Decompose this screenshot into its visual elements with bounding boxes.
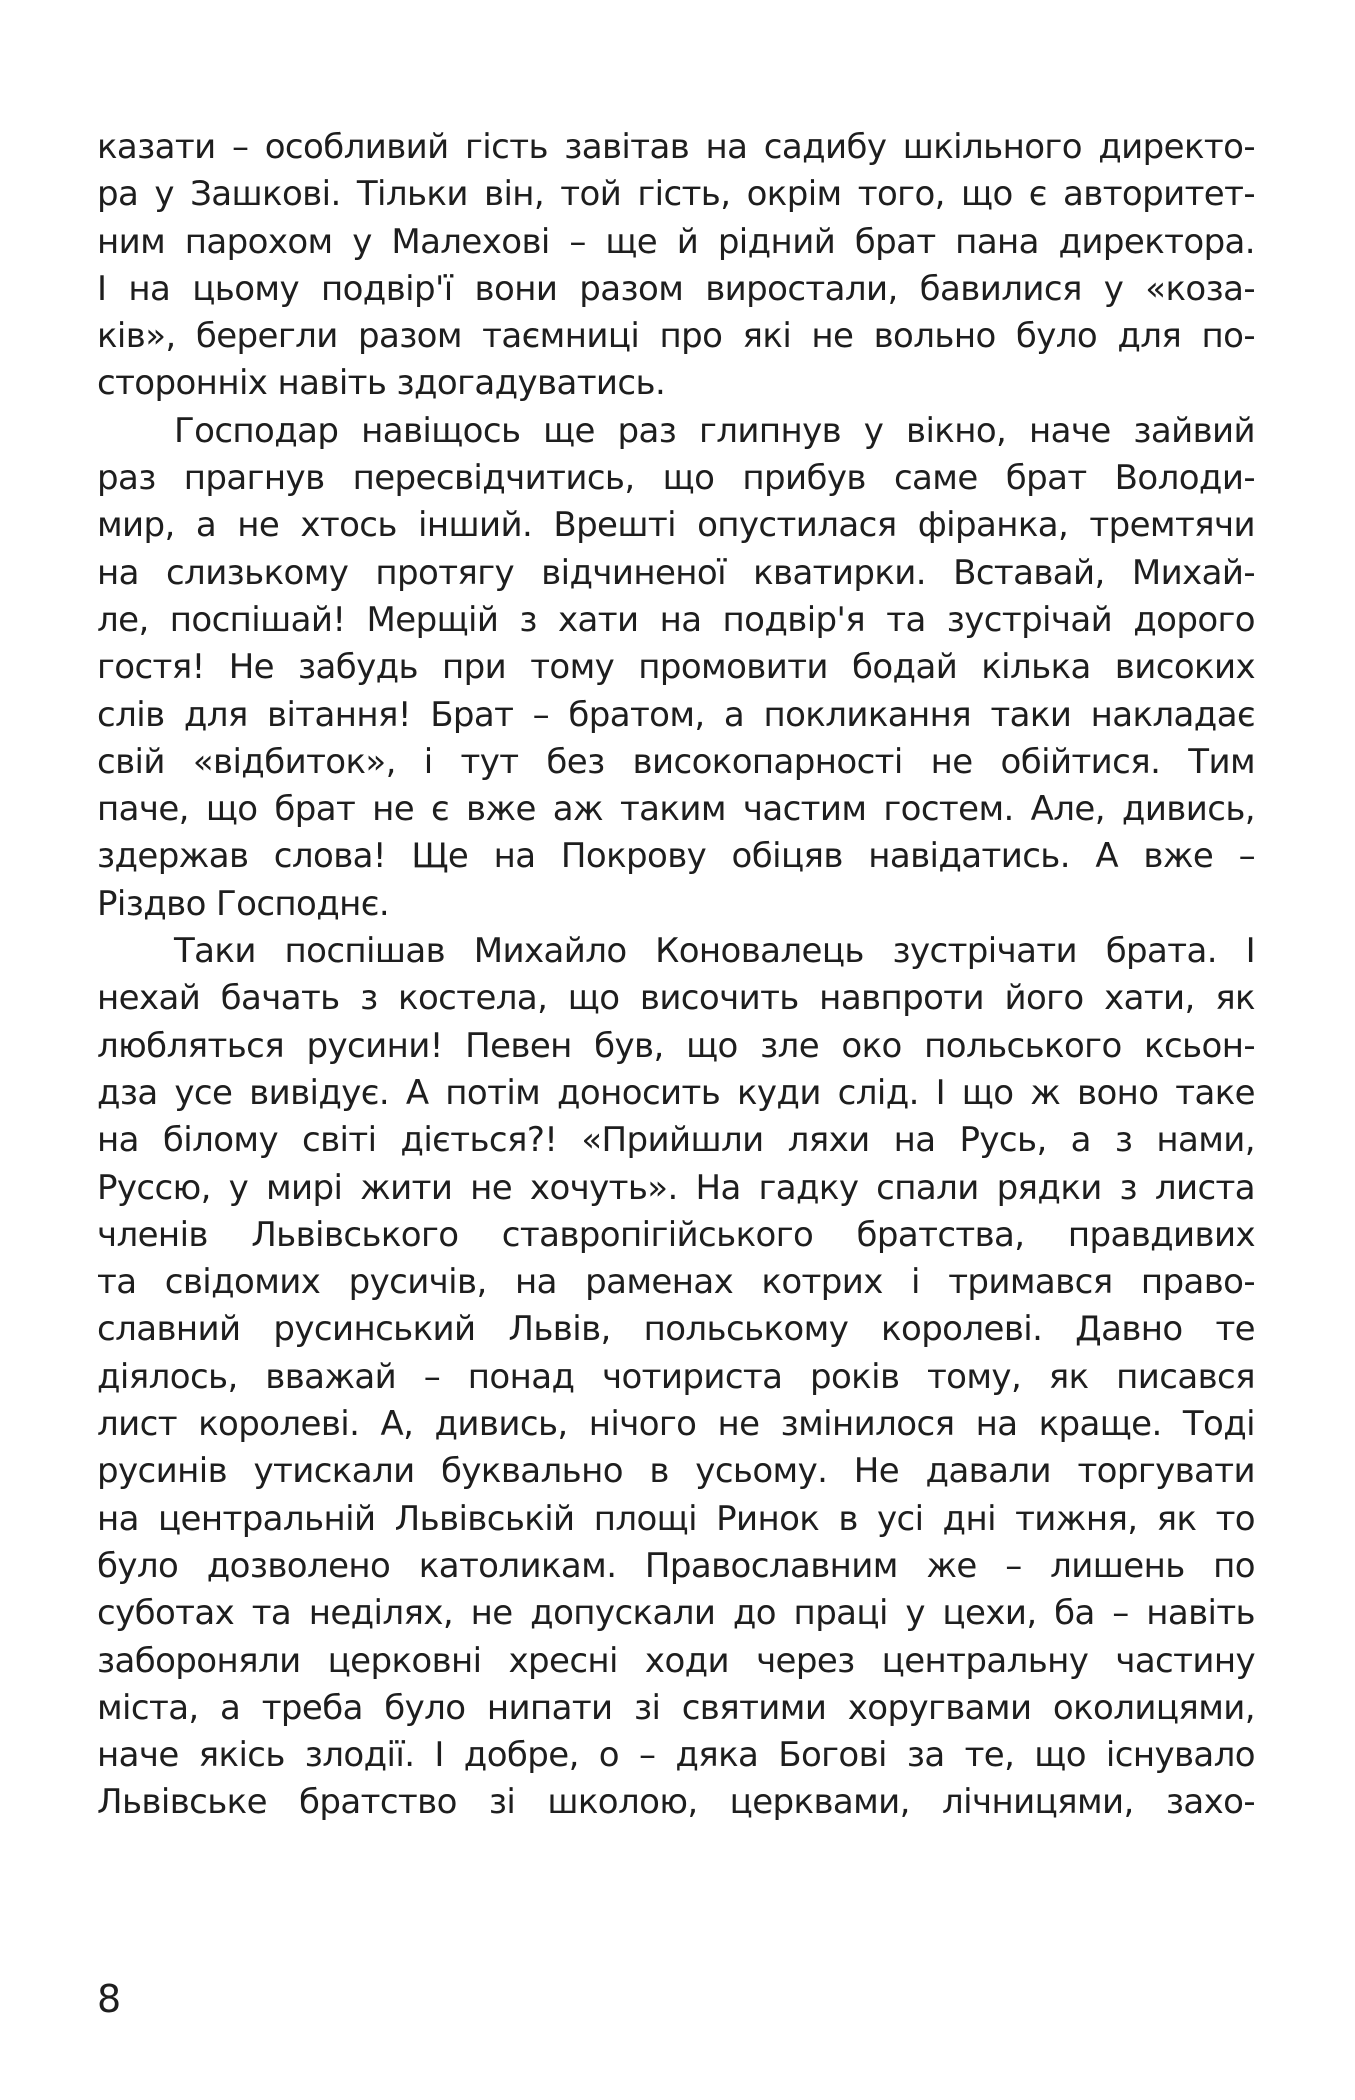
page-number: 8: [97, 1977, 122, 2021]
text-line: нехай бачать з костела, що височить навпроти його хати, як: [97, 978, 1255, 1019]
text-line: міста, а треба було нипати зі святими хоругвами околицями,: [97, 1687, 1255, 1728]
text-line: раз прагнув пересвідчитись, що прибув саме брат Володи-: [97, 458, 1255, 499]
text-line: свій «відбиток», і тут без високопарності не обійтися. Тим: [97, 741, 1255, 782]
text-line: діялось, вважай – понад чотириста років тому, як писався: [97, 1356, 1255, 1397]
text-line: здержав слова! Ще на Покрову обіцяв навідатись. А вже –: [97, 836, 1255, 877]
text-line: ків», берегли разом таємниці про які не вольно було для по-: [97, 316, 1255, 357]
text-line: на слизькому протягу відчиненої кватирки. Вставай, Михай-: [97, 552, 1255, 593]
text-line: членів Львівського ставропігійського братства, правдивих: [97, 1214, 1255, 1255]
text-line: Львівське братство зі школою, церквами, лічницями, захо-: [97, 1782, 1255, 1823]
text-line: забороняли церковні хресні ходи через центральну частину: [97, 1640, 1255, 1681]
text-line: Таки поспішав Михайло Коновалець зустрічати брата. І: [174, 931, 1255, 972]
text-line: славний русинський Львів, польському королеві. Давно те: [97, 1309, 1255, 1350]
text-line: було дозволено католикам. Православним же – лишень по: [97, 1545, 1255, 1586]
text-line: ле, поспішай! Мерщій з хати на подвір'я та зустрічай дорого: [97, 599, 1255, 640]
text-line: дза усе вивідує. А потім доносить куди слід. І що ж воно таке: [97, 1072, 1255, 1113]
text-line: наче якісь злодії. І добре, о – дяка Богові за те, що існувало: [97, 1735, 1255, 1776]
text-line: гостя! Не забудь при тому промовити бодай кілька високих: [97, 647, 1255, 688]
text-line: казати – особливий гість завітав на садибу шкільного директо-: [97, 127, 1255, 167]
text-line: ним парохом у Малехові – ще й рідний брат пана директора.: [97, 221, 1255, 262]
text-line: на центральній Львівській площі Ринок в усі дні тижня, як то: [97, 1498, 1255, 1539]
text-line: сторонніх навіть здогадуватись.: [97, 363, 666, 404]
text-line: на білому світі діється?! «Прийшли ляхи на Русь, а з нами,: [97, 1120, 1255, 1161]
text-line: І на цьому подвір'ї вони разом виростали, бавилися у «коза-: [97, 268, 1255, 309]
paragraph-1: [97, 124, 1255, 408]
text-line: слів для вітання! Брат – братом, а покликання таки накладає: [97, 694, 1255, 735]
text-line: Різдво Господнє.: [97, 883, 390, 924]
body-text: [97, 124, 1255, 1827]
text-line: Господар навіщось ще раз глипнув у вікно, наче зайвий: [174, 410, 1255, 451]
text-line: паче, що брат не є вже аж таким частим гостем. Але, дивись,: [97, 789, 1255, 830]
paragraph-2: [97, 408, 1255, 928]
text-line: та свідомих русичів, на раменах котрих і тримався право-: [97, 1262, 1255, 1303]
text-line: Руссю, у мирі жити не хочуть». На гадку спали рядки з листа: [97, 1167, 1255, 1208]
paragraph-3: [97, 928, 1255, 1827]
text-line: мир, а не хтось інший. Врешті опустилася фіранка, тремтячи: [97, 505, 1255, 546]
text-line: люблятьcя русини! Певен був, що зле око польського ксьон-: [97, 1025, 1255, 1066]
text-line: лист королеві. А, дивись, нічого не змінилося на краще. Тоді: [97, 1404, 1255, 1445]
text-line: русинів утискали буквально в усьому. Не давали торгувати: [97, 1451, 1255, 1492]
text-line: ра у Зашкові. Тільки він, той гість, окрім того, що є авторитет-: [97, 174, 1255, 215]
text-line: суботах та неділях, не допускали до праці у цехи, ба – навіть: [97, 1593, 1255, 1634]
